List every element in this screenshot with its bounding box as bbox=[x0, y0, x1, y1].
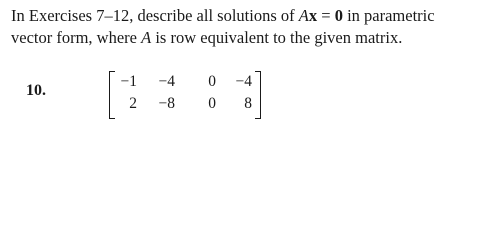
exercise-instructions bbox=[11, 5, 473, 49]
instructions-line-2 bbox=[11, 27, 473, 49]
matrix bbox=[109, 71, 261, 119]
matrix-symbol: A bbox=[141, 28, 152, 47]
matrix-cell: 8 bbox=[244, 95, 252, 112]
matrix-cell: 0 bbox=[208, 73, 216, 90]
vector-x-symbol: x bbox=[308, 6, 318, 25]
matrix-cell: −8 bbox=[158, 95, 175, 112]
exercise-number: 10. bbox=[26, 82, 46, 99]
matrix-symbol: A bbox=[298, 6, 309, 25]
equals-sign: = bbox=[317, 6, 335, 25]
matrix-cell: −4 bbox=[158, 73, 175, 90]
instructions-text: is row equivalent to the given matrix. bbox=[151, 28, 403, 47]
instructions-text: In Exercises 7–12, describe all solutions of bbox=[11, 6, 299, 25]
instructions-text: vector form, where bbox=[11, 28, 142, 47]
matrix-right-bracket bbox=[255, 71, 261, 119]
instructions-line-1 bbox=[11, 5, 473, 27]
matrix-cell: −1 bbox=[120, 73, 137, 90]
matrix-cell: 2 bbox=[129, 95, 137, 112]
matrix-cell: −4 bbox=[235, 73, 252, 90]
instructions-text: in parametric bbox=[342, 6, 435, 25]
zero-vector-symbol: 0 bbox=[334, 6, 343, 25]
matrix-cell: 0 bbox=[208, 95, 216, 112]
